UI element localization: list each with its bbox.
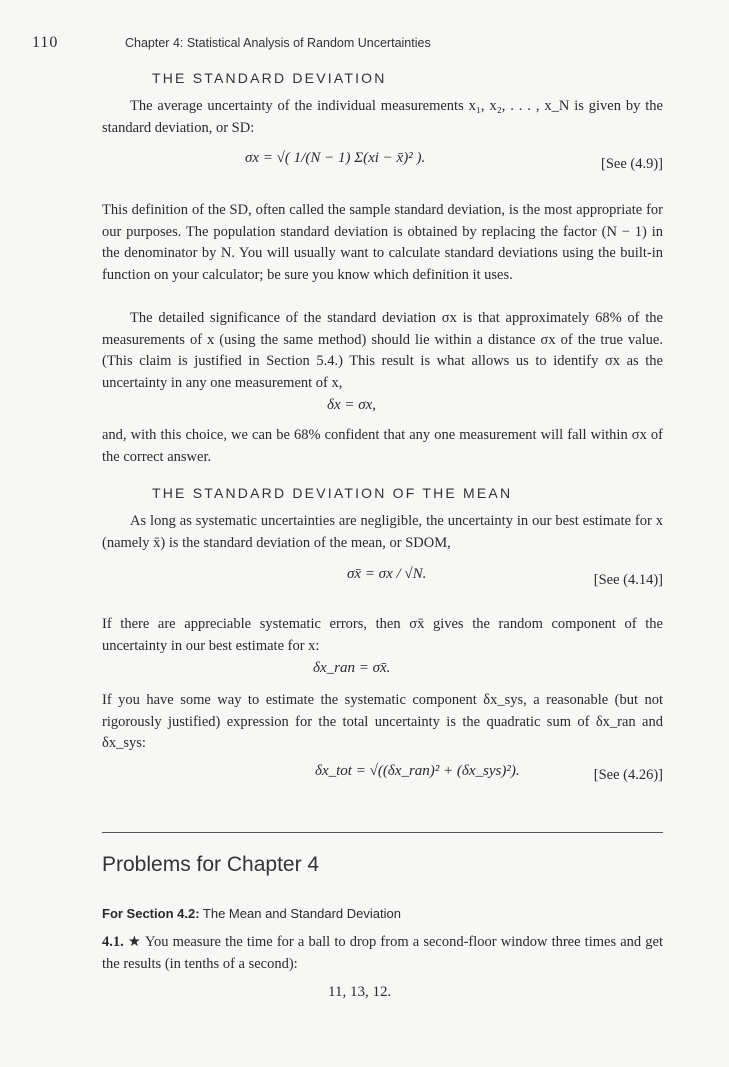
section1-paragraph-3: The detailed significance of the standard deviation σx is that approximately 68% of the measurements of x (using the same method) should lie within a distance σx of the true value. (This claim is justified in Section 5.4.) This result is what allows us to identify σx as the uncertainty in any one measurement of x, [102,310,663,391]
section1-paragraph-4: and, with this choice, we can be 68% confident that any one measurement will fall within σx of the correct answer. [102,427,663,465]
equation-sd-reference: [See (4.9)] [600,156,663,172]
equation-delta-x-tot-reference: [See (4.26)] [593,767,663,783]
for-section-label: For Section 4.2: [102,906,200,921]
chapter-title: Chapter 4: Statistical Analysis of Random Uncertainties [125,36,431,50]
section-divider [102,832,663,833]
problem-number: 4.1. [102,934,124,950]
section-heading-sdom: THE STANDARD DEVIATION OF THE MEAN [152,485,513,501]
section1-paragraph-2: This definition of the SD, often called the sample standard deviation, is the most appropriate for our purposes. The population standard deviation is obtained by replacing the factor (N − 1) in the denominator by N. You will usually want to calculate standard deviations using the built-in function on your calculator; be sure you know which definition it uses. [102,202,663,283]
page-number: 110 [32,34,59,51]
for-section-title: The Mean and Standard Deviation [202,906,401,921]
section1-paragraph-1: The average uncertainty of the individual measurements x₁, x₂, . . . , x_N is given by the standard deviation, or SD: [102,98,663,136]
equation-delta-x-tot: δx_tot = √((δx_ran)² + (δx_sys)²). [315,763,520,779]
problem-4-1-data: 11, 13, 12. [328,984,392,1000]
equation-sd [245,150,425,167]
section2-paragraph-3: If you have some way to estimate the systematic component δx_sys, a reasonable (but not rigorously justified) expression for the total uncertainty is the quadratic sum of δx_ran and δx_sys: [102,692,663,751]
problems-title: Problems for Chapter 4 [102,853,320,876]
equation-sdom-reference: [See (4.14)] [593,572,663,588]
for-section-line [102,906,401,921]
problem-text: You measure the time for a ball to drop from a second-floor window three times and get the results (in tenths of a second): [102,934,664,972]
problem-4-1 [102,932,663,975]
section-heading-standard-deviation: THE STANDARD DEVIATION [152,70,387,86]
equation-sdom: σx̄ = σx / √N. [347,566,427,582]
section2-paragraph-1: As long as systematic uncertainties are negligible, the uncertainty in our best estimate for x (namely x̄) is the standard deviation of the mean, or SDOM, [102,513,663,551]
equation-sd-text: σx = √( 1/(N − 1) Σ(xi − x̄)² ). [245,150,426,166]
equation-delta-x: δx = σx, [327,397,377,413]
equation-delta-x-ran: δx_ran = σx̄. [313,660,391,676]
section2-paragraph-2: If there are appreciable systematic errors, then σx̄ gives the random component of the uncertainty in our best estimate for x: [102,616,663,654]
star-icon: ★ [127,934,142,950]
running-head [32,34,689,52]
